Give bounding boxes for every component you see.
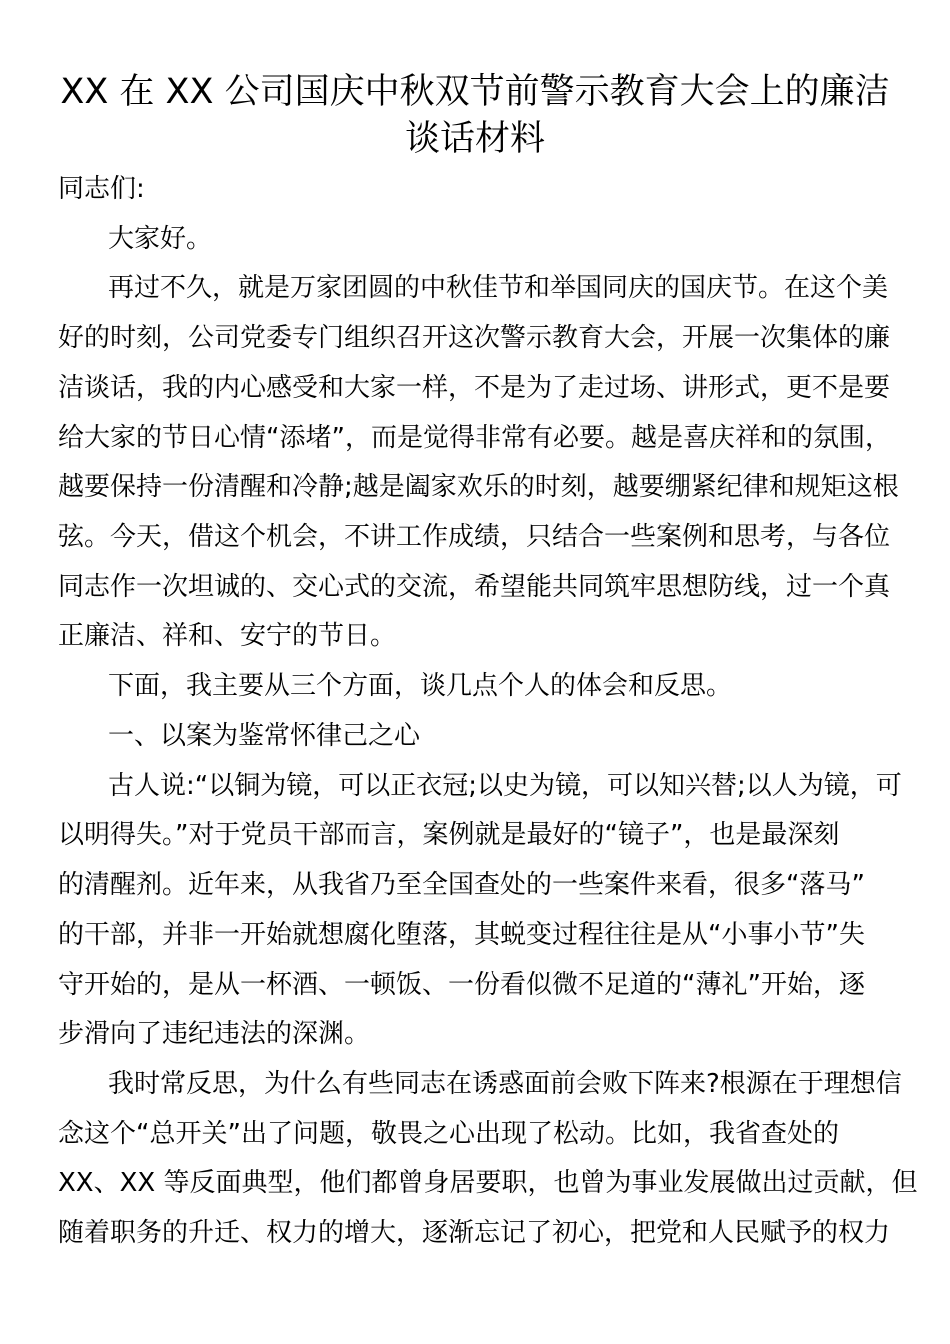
paragraph-2-line-3: 的清醒剂。近年来，从我省乃至全国查处的一些案件来看，很多“落马” [58, 870, 865, 900]
greeting: 大家好。 [108, 224, 213, 254]
paragraph-1-line-4: 给大家的节日心情“添堵”，而是觉得非常有必要。越是喜庆祥和的氛围， [58, 423, 891, 453]
paragraph-1-line-8: 正廉洁、祥和、安宁的节日。 [58, 621, 397, 651]
paragraph-1-line-7: 同志作一次坦诚的、交心式的交流，希望能共同筑牢思想防线，过一个真 [58, 572, 891, 602]
paragraph-2-line-4: 的干部，并非一开始就想腐化堕落，其蜕变过程往往是从“小事小节”失 [58, 920, 865, 950]
salutation: 同志们: [58, 174, 145, 204]
paragraph-1-line-3: 洁谈话，我的内心感受和大家一样，不是为了走过场、讲形式，更不是要 [58, 373, 891, 403]
paragraph-2-line-2: 以明得失。”对于党员干部而言，案例就是最好的“镜子”，也是最深刻 [58, 820, 840, 850]
paragraph-3-line-3: XX、XX 等反面典型，他们都曾身居要职，也曾为事业发展做出过贡献，但 [58, 1168, 918, 1198]
paragraph-2-line-1: 古人说:“以铜为镜，可以正衣冠;以史为镜，可以知兴替;以人为镜，可 [108, 771, 902, 801]
paragraph-1-line-2: 好的时刻，公司党委专门组织召开这次警示教育大会，开展一次集体的廉 [58, 323, 891, 353]
paragraph-3-line-4: 随着职务的升迁、权力的增大，逐渐忘记了初心，把党和人民赋予的权力 [58, 1218, 891, 1248]
paragraph-1-line-6: 弦。今天，借这个机会，不讲工作成绩，只结合一些案例和思考，与各位 [58, 522, 891, 552]
paragraph-1-line-5: 越要保持一份清醒和冷静;越是阖家欢乐的时刻，越要绷紧纪律和规矩这根 [58, 472, 899, 502]
document-title-line-1: XX 在 XX 公司国庆中秋双节前警示教育大会上的廉洁 [60, 72, 890, 112]
paragraph-3-line-1: 我时常反思，为什么有些同志在诱惑面前会败下阵来?根源在于理想信 [108, 1069, 902, 1099]
section-heading-1: 一、以案为鉴常怀律己之心 [108, 721, 421, 751]
paragraph-3-line-2: 念这个“总开关”出了问题，敬畏之心出现了松动。比如，我省查处的 [58, 1119, 839, 1149]
paragraph-1-line-1: 再过不久，就是万家团圆的中秋佳节和举国同庆的国庆节。在这个美 [108, 273, 889, 303]
paragraph-2-line-6: 步滑向了违纪违法的深渊。 [58, 1019, 371, 1049]
document-title-line-2: 谈话材料 [404, 119, 545, 159]
paragraph-2-line-5: 守开始的，是从一杯酒、一顿饭、一份看似微不足道的“薄礼”开始，逐 [58, 970, 865, 1000]
outline-intro: 下面，我主要从三个方面，谈几点个人的体会和反思。 [108, 671, 733, 701]
